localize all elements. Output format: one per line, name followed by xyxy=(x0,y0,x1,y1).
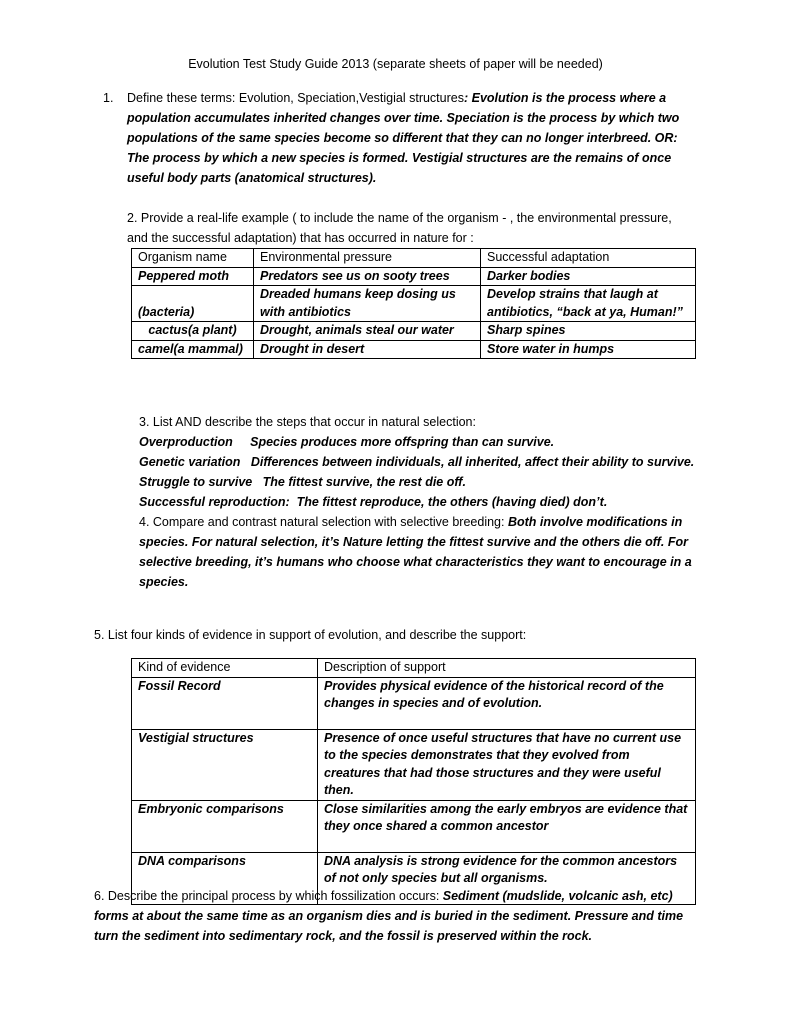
table-cell: Darker bodies xyxy=(481,267,696,286)
question-6-answer: Sediment (mudslide, volcanic ash, etc) forms at about the same time as an organism dies and is buried in the sediment. Pressure and time turn the sediment into sedimentary rock, and the fossil is preserved within the rock. xyxy=(94,889,684,943)
question-1-number: 1. xyxy=(103,91,114,105)
question-2-prompt: 2. Provide a real-life example ( to include the name of the organism - , the environmental pressure, and the successful adaptation) that has occurred in nature for : xyxy=(127,211,672,245)
table-cell: Drought in desert xyxy=(254,340,481,359)
question-6 xyxy=(94,886,694,946)
selection-step: Overproduction Species produces more offspring than can survive. xyxy=(139,435,555,449)
document-title: Evolution Test Study Guide 2013 (separate sheets of paper will be needed) xyxy=(188,57,603,71)
table-cell: Close similarities among the early embryos are evidence that they once shared a common ancestor xyxy=(318,800,696,852)
question-1 xyxy=(103,88,703,188)
questions-3-4 xyxy=(139,412,699,592)
question-5-prompt: 5. List four kinds of evidence in support of evolution, and describe the support: xyxy=(94,628,527,642)
table-header-cell: Environmental pressure xyxy=(254,249,481,268)
selection-step: Struggle to survive The fittest survive, the rest die off. xyxy=(139,475,466,489)
selection-step: Genetic variation Differences between individuals, all inherited, affect their ability to survive. xyxy=(139,455,695,469)
table-cell: Embryonic comparisons xyxy=(132,800,318,852)
table-cell: Drought, animals steal our water xyxy=(254,322,481,341)
table-cell: Fossil Record xyxy=(132,677,318,729)
table-row xyxy=(132,286,696,322)
table-cell: (bacteria) xyxy=(132,286,254,322)
table-cell: Store water in humps xyxy=(481,340,696,359)
question-1-body xyxy=(127,88,703,188)
question-4 xyxy=(139,512,699,592)
table-row xyxy=(132,677,696,729)
table-cell: camel(a mammal) xyxy=(132,340,254,359)
table-header-cell: Successful adaptation xyxy=(481,249,696,268)
table-row xyxy=(132,729,696,800)
table-header-cell: Kind of evidence xyxy=(132,659,318,678)
question-4-answer: Both involve modifications in species. For natural selection, it’s Nature letting the fittest survive and the others die off. For selective breeding, it’s humans who choose what characteristics they want to encourage in a species. xyxy=(139,515,692,589)
table-header-cell: Organism name xyxy=(132,249,254,268)
table-cell: Develop strains that laugh at antibiotics, “back at ya, Human!” xyxy=(481,286,696,322)
table-cell: Presence of once useful structures that have no current use to the species demonstrates that they evolved from creatures that had those structures and they were useful then. xyxy=(318,729,696,800)
table-header-cell: Description of support xyxy=(318,659,696,678)
table-row xyxy=(132,340,696,359)
question-3-prompt: 3. List AND describe the steps that occur in natural selection: xyxy=(139,415,476,429)
table-cell: Dreaded humans keep dosing us with antibiotics xyxy=(254,286,481,322)
adaptation-table xyxy=(131,248,696,359)
table-cell: DNA comparisons xyxy=(132,852,318,904)
question-4-prompt: 4. Compare and contrast natural selection with selective breeding: xyxy=(139,515,508,529)
question-6-prompt: 6. Describe the principal process by which fossilization occurs: xyxy=(94,889,443,903)
table-cell: Peppered moth xyxy=(132,267,254,286)
table-cell: Provides physical evidence of the historical record of the changes in species and of evolution. xyxy=(318,677,696,729)
table-cell: cactus(a plant) xyxy=(132,322,254,341)
question-1-answer: : Evolution is the process where a population accumulates inherited changes over time. Speciation is the process by which two populations of the same species become so different that they can no longer interbreed. OR: The process by which a new species is formed. Vestigial structures are the remains of once useful body parts (anatomical structures). xyxy=(127,91,680,185)
table-row xyxy=(132,322,696,341)
evidence-table xyxy=(131,658,696,905)
table-header-row xyxy=(132,249,696,268)
table-row xyxy=(132,267,696,286)
table-cell: Vestigial structures xyxy=(132,729,318,800)
table-header-row xyxy=(132,659,696,678)
table-cell: Predators see us on sooty trees xyxy=(254,267,481,286)
table-cell: DNA analysis is strong evidence for the common ancestors of not only species but all organisms. xyxy=(318,852,696,904)
table-row xyxy=(132,800,696,852)
table-cell: Sharp spines xyxy=(481,322,696,341)
question-1-prompt: Define these terms: Evolution, Speciation,Vestigial structures xyxy=(127,91,464,105)
selection-step: Successful reproduction: The fittest reproduce, the others (having died) don’t. xyxy=(139,495,608,509)
